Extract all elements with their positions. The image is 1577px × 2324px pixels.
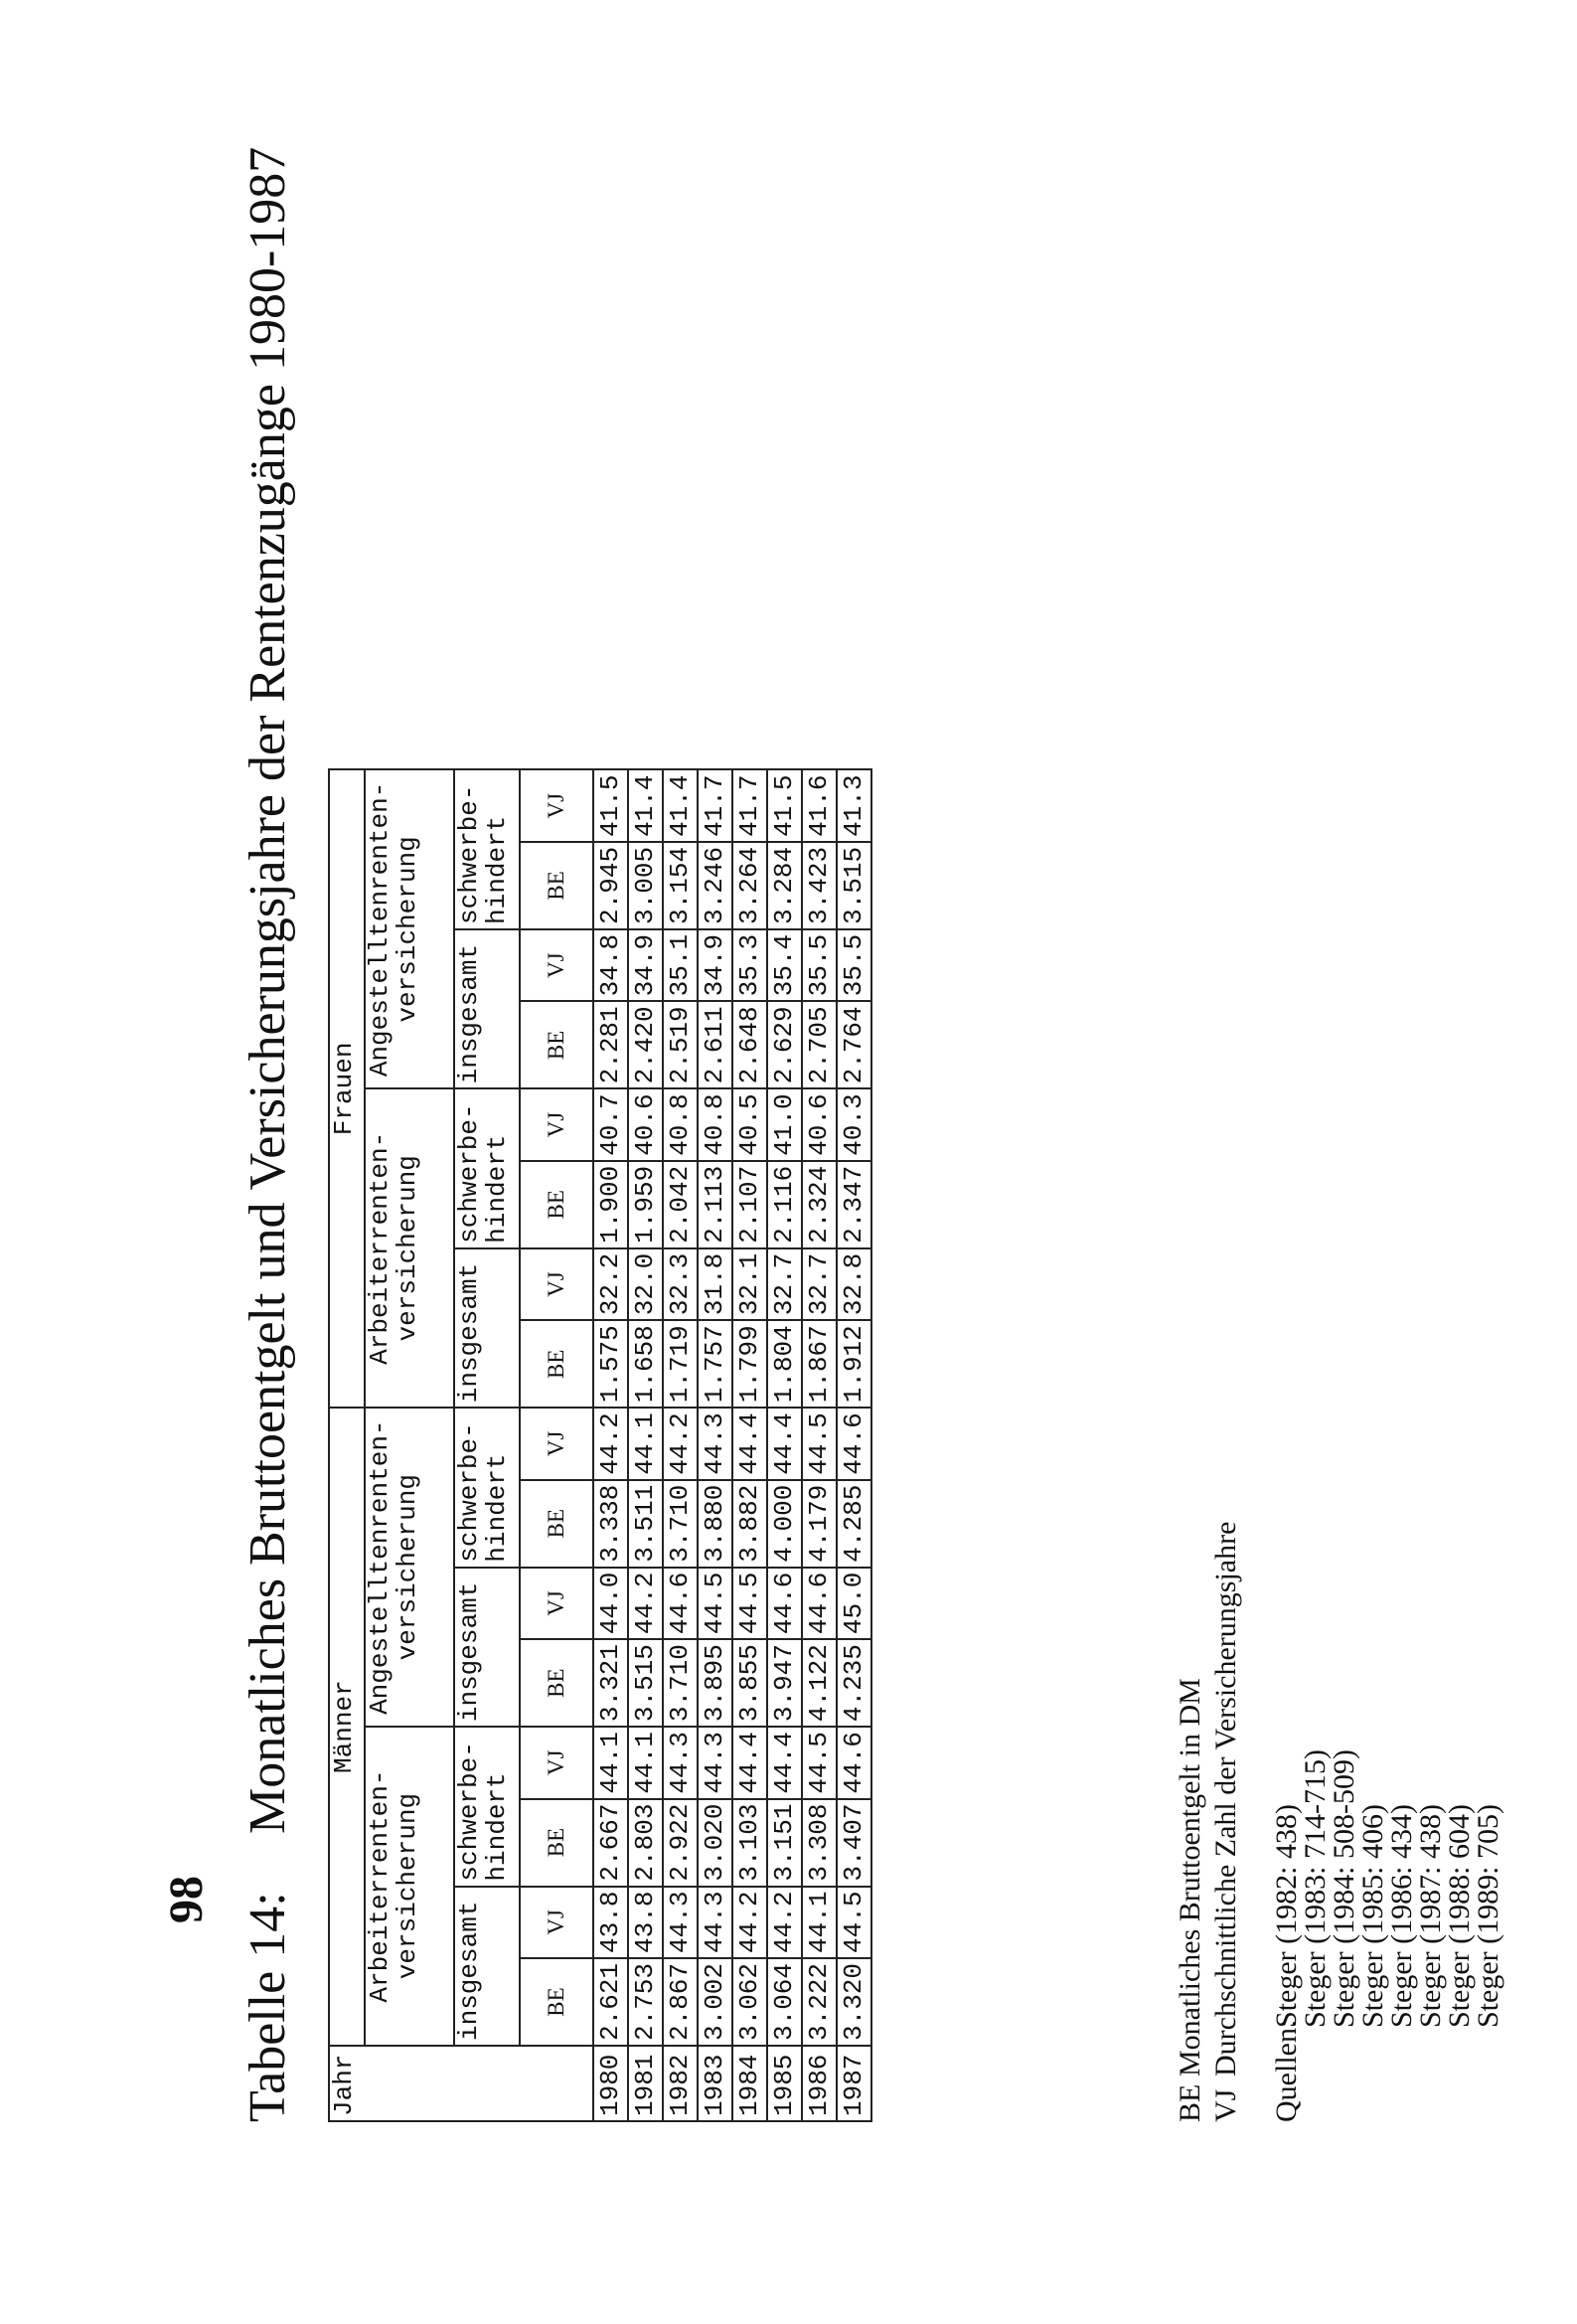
value-cell: 3.880: [698, 1480, 732, 1568]
value-cell: 1.575: [593, 1320, 628, 1408]
table-row: [732, 770, 767, 2122]
value-cell: 44.5: [732, 1568, 767, 1639]
value-cell: 4.000: [767, 1480, 802, 1568]
value-cell: 2.803: [628, 1799, 663, 1887]
legend-item-vj: [1208, 1522, 1244, 2122]
value-cell: 40.8: [698, 1088, 732, 1160]
value-cell: 44.4: [767, 1408, 802, 1479]
value-cell: 41.5: [593, 770, 628, 842]
value-cell: 1.900: [593, 1161, 628, 1248]
value-cell: 1.959: [628, 1161, 663, 1248]
value-cell: 3.320: [837, 1958, 871, 2046]
value-cell: 44.0: [593, 1568, 628, 1639]
value-cell: 2.667: [593, 1799, 628, 1887]
value-cell: 44.1: [628, 1727, 663, 1798]
table-body: [593, 770, 871, 2122]
header-frauen: Frauen: [329, 770, 365, 1409]
value-cell: 3.947: [767, 1639, 802, 1727]
header-vj: VJ: [520, 929, 593, 1001]
header-frauen-arbeiter: Arbeiterrenten- versicherung: [365, 1088, 454, 1408]
caption-label: Tabelle 14:: [239, 1892, 296, 2122]
source-item: Steger (1983: 714-715): [1299, 1749, 1332, 2028]
value-cell: 34.9: [628, 929, 663, 1001]
value-cell: 3.284: [767, 842, 802, 929]
value-cell: 2.347: [837, 1161, 871, 1248]
value-cell: 3.246: [698, 842, 732, 929]
source-item: Steger (1987: 438): [1414, 1804, 1447, 2028]
value-cell: 40.6: [628, 1088, 663, 1160]
value-cell: 44.1: [593, 1727, 628, 1798]
year-cell: 1981: [628, 2046, 663, 2121]
value-cell: 41.4: [628, 770, 663, 842]
value-cell: 44.2: [593, 1408, 628, 1479]
source-item-row: [1416, 1749, 1445, 2122]
value-cell: 3.895: [698, 1639, 732, 1727]
value-cell: 35.3: [732, 929, 767, 1001]
value-cell: 2.116: [767, 1161, 802, 1248]
value-cell: 44.5: [698, 1568, 732, 1639]
caption-title: Monatliches Bruttoentgelt und Versicherungsjahre der Rentenzugänge 1980-1987: [239, 146, 296, 1834]
value-cell: 2.611: [698, 1001, 732, 1088]
legend-text: Monatliches Bruttoentgelt in DM: [1174, 1678, 1206, 2076]
value-cell: 2.867: [663, 1958, 698, 2046]
value-cell: 35.1: [663, 929, 698, 1001]
source-item-row: [1474, 1749, 1502, 2122]
value-cell: 41.5: [767, 770, 802, 842]
value-cell: 3.515: [837, 842, 871, 929]
legend: [1173, 1522, 1244, 2122]
value-cell: 1.912: [837, 1320, 871, 1408]
legend-abbr: BE: [1174, 2083, 1206, 2122]
header-vj: VJ: [520, 1088, 593, 1160]
value-cell: 44.1: [628, 1408, 663, 1479]
value-cell: 3.064: [767, 1958, 802, 2046]
data-table: [328, 769, 872, 2123]
sources: [1272, 1749, 1502, 2122]
header-frauen-angestellte: Angestelltenrenten- versicherung: [365, 770, 454, 1089]
value-cell: 3.103: [732, 1799, 767, 1887]
table-caption: [229, 147, 308, 2122]
table-row: [837, 770, 871, 2122]
value-cell: 32.0: [628, 1248, 663, 1320]
table-row: [767, 770, 802, 2122]
value-cell: 3.151: [767, 1799, 802, 1887]
header-vj: VJ: [520, 1887, 593, 1958]
source-item: Steger (1985: 406): [1356, 1804, 1389, 2028]
header-be: BE: [520, 1480, 593, 1568]
value-cell: 41.6: [802, 770, 837, 842]
value-cell: 44.2: [732, 1887, 767, 1958]
value-cell: 31.8: [698, 1248, 732, 1320]
value-cell: 3.002: [698, 1958, 732, 2046]
value-cell: 3.154: [663, 842, 698, 929]
table-row: [802, 770, 837, 2122]
value-cell: 2.753: [628, 1958, 663, 2046]
header-be: BE: [520, 1958, 593, 2046]
header-vj: VJ: [520, 1727, 593, 1798]
value-cell: 32.7: [767, 1248, 802, 1320]
value-cell: 3.222: [802, 1958, 837, 2046]
source-item: Steger (1982: 438): [1270, 1804, 1303, 2028]
value-cell: 40.3: [837, 1088, 871, 1160]
value-cell: 40.6: [802, 1088, 837, 1160]
value-cell: 2.629: [767, 1001, 802, 1088]
year-cell: 1987: [837, 2046, 871, 2121]
value-cell: 32.1: [732, 1248, 767, 1320]
header-vj: VJ: [520, 1248, 593, 1320]
header-insgesamt: insgesamt: [454, 929, 520, 1088]
header-be: BE: [520, 1161, 593, 1248]
value-cell: 2.042: [663, 1161, 698, 1248]
table-row: [698, 770, 732, 2122]
value-cell: 34.9: [698, 929, 732, 1001]
value-cell: 3.407: [837, 1799, 871, 1887]
value-cell: 44.5: [837, 1887, 871, 1958]
header-schwerbehindert: schwerbe- hindert: [454, 1088, 520, 1247]
value-cell: 2.107: [732, 1161, 767, 1248]
header-insgesamt: insgesamt: [454, 1887, 520, 2046]
sources-first-line: [1272, 1749, 1301, 2122]
value-cell: 1.867: [802, 1320, 837, 1408]
value-cell: 32.3: [663, 1248, 698, 1320]
source-item: Steger (1989: 705): [1472, 1804, 1504, 2028]
value-cell: 2.519: [663, 1001, 698, 1088]
header-be: BE: [520, 1799, 593, 1887]
value-cell: 44.6: [663, 1568, 698, 1639]
value-cell: 35.4: [767, 929, 802, 1001]
header-vj: VJ: [520, 1568, 593, 1639]
value-cell: 44.6: [767, 1568, 802, 1639]
value-cell: 3.264: [732, 842, 767, 929]
value-cell: 2.621: [593, 1958, 628, 2046]
value-cell: 4.122: [802, 1639, 837, 1727]
year-cell: 1982: [663, 2046, 698, 2121]
value-cell: 3.710: [663, 1480, 698, 1568]
value-cell: 2.764: [837, 1001, 871, 1088]
value-cell: 3.062: [732, 1958, 767, 2046]
value-cell: 4.285: [837, 1480, 871, 1568]
value-cell: 3.882: [732, 1480, 767, 1568]
value-cell: 44.3: [698, 1887, 732, 1958]
value-cell: 3.338: [593, 1480, 628, 1568]
value-cell: 2.420: [628, 1001, 663, 1088]
data-table-wrapper: [328, 769, 872, 2123]
header-insgesamt: insgesamt: [454, 1248, 520, 1408]
value-cell: 1.719: [663, 1320, 698, 1408]
source-item-row: [1445, 1749, 1474, 2122]
value-cell: 44.5: [802, 1727, 837, 1798]
rotated-content: [229, 146, 1504, 2122]
value-cell: 35.5: [837, 929, 871, 1001]
page-number: 98: [160, 1876, 213, 1923]
value-cell: 3.005: [628, 842, 663, 929]
value-cell: 44.6: [837, 1408, 871, 1479]
value-cell: 2.705: [802, 1001, 837, 1088]
value-cell: 44.4: [732, 1408, 767, 1479]
value-cell: 44.5: [802, 1408, 837, 1479]
header-year: Jahr: [329, 2046, 593, 2121]
value-cell: 1.757: [698, 1320, 732, 1408]
year-cell: 1983: [698, 2046, 732, 2121]
legend-item-be: [1173, 1522, 1208, 2122]
value-cell: 43.8: [593, 1887, 628, 1958]
value-cell: 40.5: [732, 1088, 767, 1160]
value-cell: 3.710: [663, 1639, 698, 1727]
value-cell: 44.3: [698, 1727, 732, 1798]
year-cell: 1984: [732, 2046, 767, 2121]
header-schwerbehindert: schwerbe- hindert: [454, 770, 520, 929]
value-cell: 44.2: [767, 1887, 802, 1958]
value-cell: 2.922: [663, 1799, 698, 1887]
value-cell: 1.658: [628, 1320, 663, 1408]
header-be: BE: [520, 1320, 593, 1408]
value-cell: 44.2: [628, 1568, 663, 1639]
value-cell: 44.3: [663, 1887, 698, 1958]
table-row: [628, 770, 663, 2122]
value-cell: 4.179: [802, 1480, 837, 1568]
header-vj: VJ: [520, 1408, 593, 1479]
header-maenner-angestellte: Angestelltenrenten- versicherung: [365, 1408, 454, 1727]
value-cell: 44.2: [663, 1408, 698, 1479]
value-cell: 3.308: [802, 1799, 837, 1887]
value-cell: 3.855: [732, 1639, 767, 1727]
table-row: [593, 770, 628, 2122]
value-cell: 1.799: [732, 1320, 767, 1408]
value-cell: 44.1: [802, 1887, 837, 1958]
value-cell: 35.5: [802, 929, 837, 1001]
source-item-row: [1301, 1749, 1330, 2122]
value-cell: 32.8: [837, 1248, 871, 1320]
value-cell: 44.6: [802, 1568, 837, 1639]
header-be: BE: [520, 1639, 593, 1727]
source-item-row: [1387, 1749, 1416, 2122]
table-row: [663, 770, 698, 2122]
header-schwerbehindert: schwerbe- hindert: [454, 1408, 520, 1567]
value-cell: 4.235: [837, 1639, 871, 1727]
legend-abbr: VJ: [1209, 2088, 1242, 2122]
value-cell: 44.3: [698, 1408, 732, 1479]
value-cell: 41.3: [837, 770, 871, 842]
value-cell: 1.804: [767, 1320, 802, 1408]
value-cell: 2.945: [593, 842, 628, 929]
legend-text: Durchschnittliche Zahl der Versicherungsjahre: [1209, 1521, 1242, 2076]
value-cell: 2.648: [732, 1001, 767, 1088]
value-cell: 32.2: [593, 1248, 628, 1320]
year-cell: 1980: [593, 2046, 628, 2121]
header-maenner: Männer: [329, 1408, 365, 2046]
header-sub-row: [520, 770, 593, 2122]
value-cell: 43.8: [628, 1887, 663, 1958]
source-item: Steger (1988: 604): [1443, 1804, 1476, 2028]
value-cell: 40.8: [663, 1088, 698, 1160]
value-cell: 3.321: [593, 1639, 628, 1727]
value-cell: 44.4: [767, 1727, 802, 1798]
value-cell: 3.511: [628, 1480, 663, 1568]
value-cell: 2.324: [802, 1161, 837, 1248]
value-cell: 40.7: [593, 1088, 628, 1160]
value-cell: 45.0: [837, 1568, 871, 1639]
value-cell: 2.281: [593, 1001, 628, 1088]
value-cell: 3.515: [628, 1639, 663, 1727]
value-cell: 41.7: [732, 770, 767, 842]
value-cell: 41.7: [698, 770, 732, 842]
year-cell: 1985: [767, 2046, 802, 2121]
value-cell: 41.4: [663, 770, 698, 842]
value-cell: 41.0: [767, 1088, 802, 1160]
value-cell: 44.6: [837, 1727, 871, 1798]
source-item-row: [1330, 1749, 1358, 2122]
sources-label: Quellen:: [1270, 2019, 1303, 2122]
header-insgesamt: insgesamt: [454, 1568, 520, 1727]
source-item: Steger (1984: 508-509): [1328, 1749, 1360, 2028]
header-vj: VJ: [520, 770, 593, 842]
value-cell: 44.3: [663, 1727, 698, 1798]
value-cell: 2.113: [698, 1161, 732, 1248]
source-item: Steger (1986: 434): [1385, 1804, 1418, 2028]
header-be: BE: [520, 1001, 593, 1088]
header-be: BE: [520, 842, 593, 929]
value-cell: 32.7: [802, 1248, 837, 1320]
year-cell: 1986: [802, 2046, 837, 2121]
value-cell: 3.020: [698, 1799, 732, 1887]
value-cell: 44.4: [732, 1727, 767, 1798]
value-cell: 3.423: [802, 842, 837, 929]
source-item-row: [1358, 1749, 1387, 2122]
header-maenner-arbeiter: Arbeiterrenten- versicherung: [365, 1727, 454, 2046]
header-schwerbehindert: schwerbe- hindert: [454, 1727, 520, 1886]
value-cell: 34.8: [593, 929, 628, 1001]
